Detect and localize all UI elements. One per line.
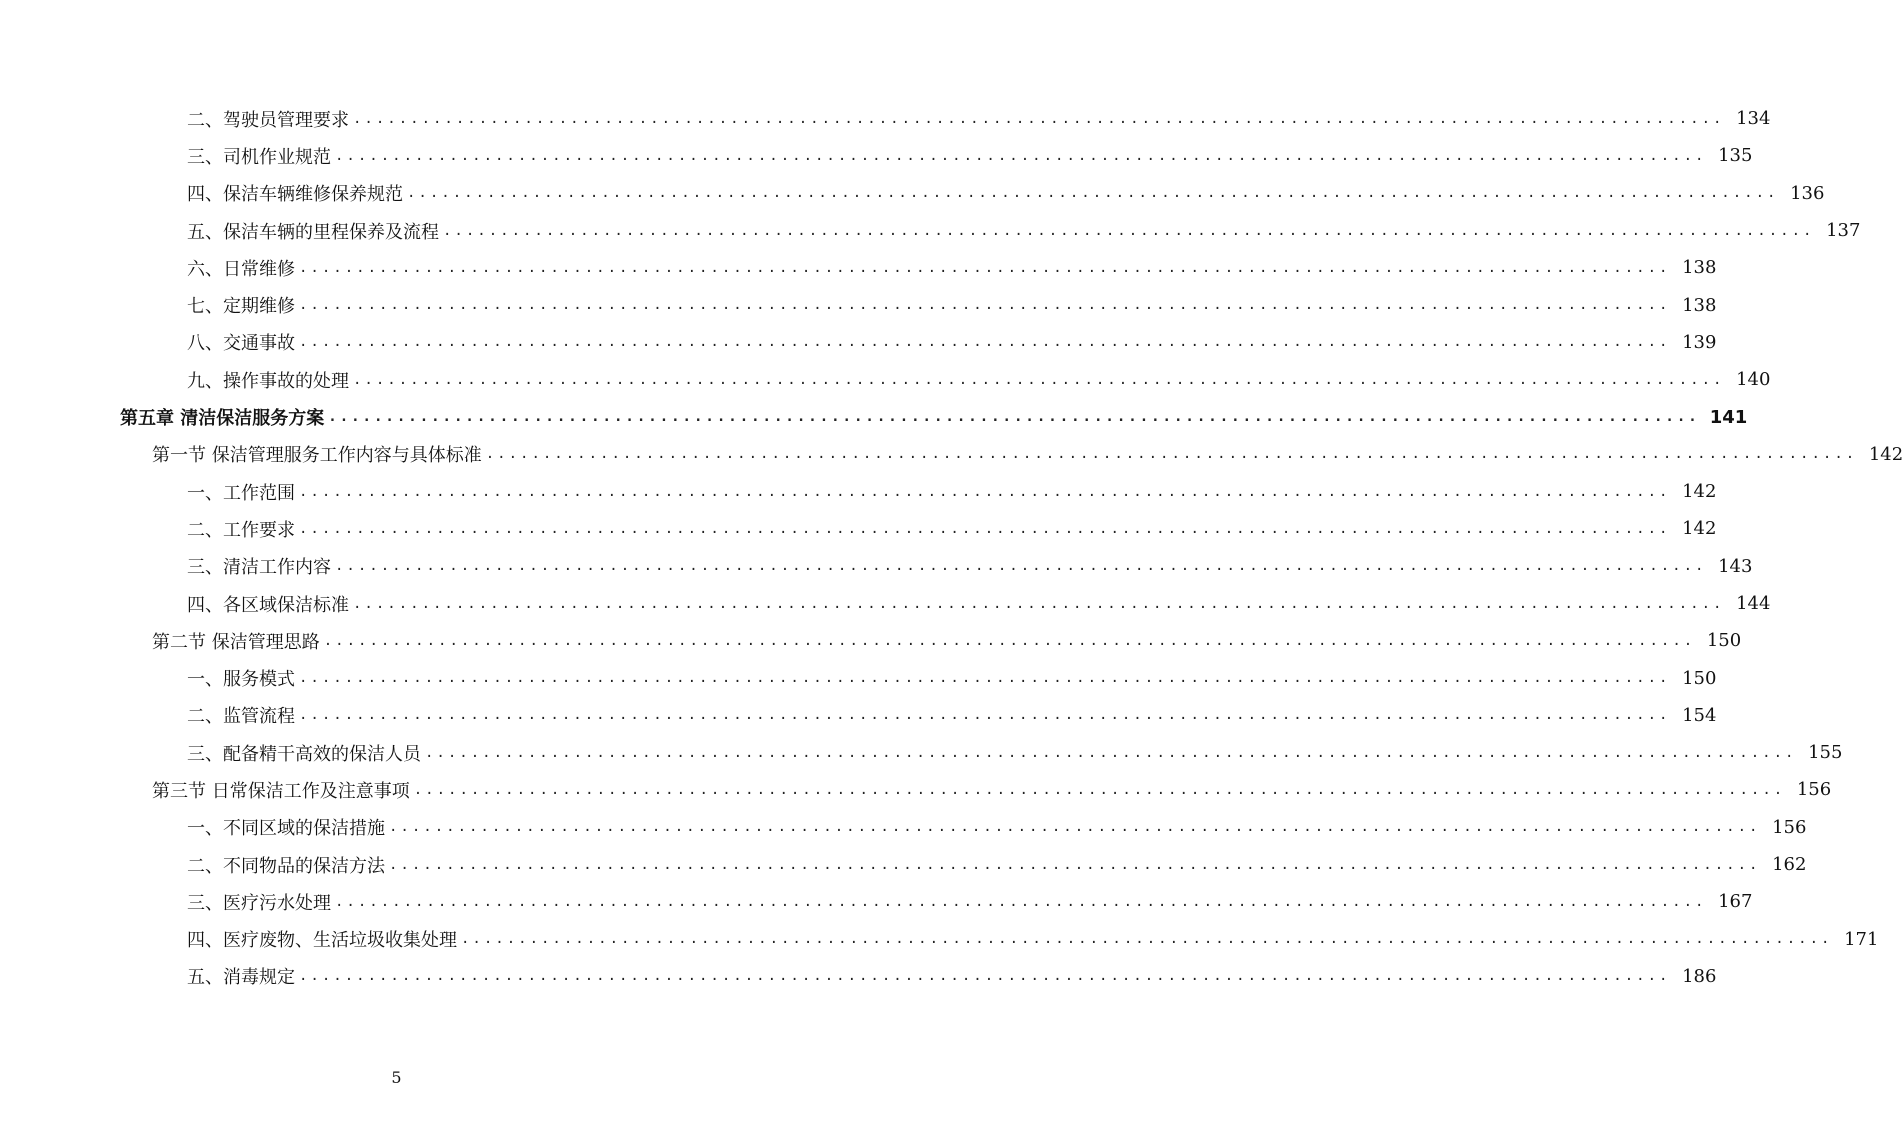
toc-entry-section[interactable]: [0, 436, 1903, 473]
dot-leader: ........................................................................................................................: [299, 968, 1671, 985]
dot-leader: ........................................................................................................................: [299, 334, 1671, 351]
toc-entry-title: 七、定期维修: [187, 296, 295, 318]
toc-entry-page-number: 136: [1790, 182, 1825, 204]
toc-entry-page-number: 162: [1772, 854, 1807, 876]
toc-entry-page-number: 140: [1736, 369, 1771, 391]
toc-entry-item[interactable]: [0, 286, 1717, 323]
toc-entry-item[interactable]: [0, 697, 1717, 734]
toc-entry-item[interactable]: [0, 324, 1717, 361]
dot-leader: ........................................................................................................................: [443, 222, 1815, 239]
toc-entry-title: 八、交通事故: [187, 333, 295, 355]
toc-entry-title: 三、配备精干高效的保洁人员: [187, 743, 421, 765]
toc-entry-section[interactable]: [0, 771, 1832, 808]
toc-entry-title: 第五章 清洁保洁服务方案: [120, 408, 325, 430]
dot-leader: ........................................................................................................................: [425, 744, 1797, 761]
toc-entry-page-number: 144: [1736, 593, 1771, 614]
toc-entry-page-number: 138: [1682, 294, 1717, 316]
dot-leader: ........................................................................................................................: [299, 520, 1671, 537]
toc-entry-page-number: 142: [1682, 518, 1717, 540]
toc-entry-item[interactable]: [0, 212, 1861, 249]
table-of-contents: [0, 100, 1903, 995]
toc-entry-item[interactable]: [0, 659, 1717, 696]
toc-entry-title: 五、保洁车辆的里程保养及流程: [187, 221, 439, 243]
toc-entry-item[interactable]: [0, 175, 1825, 212]
toc-entry-title: 三、医疗污水处理: [187, 892, 331, 914]
dot-leader: ........................................................................................................................: [335, 893, 1707, 910]
toc-entry-title: 二、监管流程: [187, 706, 295, 728]
toc-entry-item[interactable]: [0, 361, 1771, 398]
dot-leader: ........................................................................................................................: [353, 110, 1725, 127]
toc-entry-item[interactable]: [0, 510, 1717, 547]
page-number: 5: [391, 1068, 402, 1087]
toc-entry-page-number: 156: [1796, 779, 1832, 801]
toc-entry-title: 一、不同区域的保洁措施: [187, 818, 385, 840]
toc-entry-page-number: 137: [1826, 220, 1861, 242]
dot-leader: ........................................................................................................................: [323, 632, 1696, 649]
dot-leader: ........................................................................................................................: [299, 297, 1671, 314]
toc-entry-section[interactable]: [0, 622, 1742, 659]
toc-entry-title: 四、保洁车辆维修保养规范: [187, 184, 403, 206]
toc-entry-page-number: 171: [1844, 928, 1879, 950]
toc-entry-page-number: 141: [1709, 406, 1748, 428]
toc-entry-page-number: 150: [1706, 630, 1742, 652]
toc-entry-item[interactable]: [0, 548, 1753, 585]
dot-leader: ........................................................................................................................: [353, 371, 1725, 388]
toc-entry-title: 第三节 日常保洁工作及注意事项: [152, 780, 410, 802]
toc-entry-page-number: 167: [1718, 891, 1753, 913]
toc-entry-chapter[interactable]: [0, 398, 1748, 435]
toc-entry-title: 二、不同物品的保洁方法: [187, 855, 385, 877]
toc-entry-item[interactable]: [0, 809, 1807, 846]
toc-entry-page-number: 155: [1808, 742, 1843, 764]
toc-entry-page-number: 143: [1718, 555, 1753, 577]
toc-entry-title: 九、操作事故的处理: [187, 370, 349, 392]
dot-leader: ........................................................................................................................: [407, 185, 1779, 202]
toc-entry-title: 三、清洁工作内容: [187, 557, 331, 579]
toc-entry-page-number: 150: [1682, 667, 1717, 689]
toc-entry-page-number: 134: [1736, 108, 1771, 130]
dot-leader: ........................................................................................................................: [413, 781, 1786, 798]
dot-leader: ........................................................................................................................: [353, 595, 1725, 612]
dot-leader: ........................................................................................................................: [335, 147, 1707, 164]
dot-leader: ........................................................................................................................: [299, 483, 1671, 500]
toc-entry-title: 三、司机作业规范: [187, 146, 331, 168]
toc-entry-title: 二、工作要求: [187, 519, 295, 541]
toc-entry-page-number: 186: [1682, 965, 1717, 987]
dot-leader: ........................................................................................................................: [485, 446, 1858, 463]
toc-entry-item[interactable]: [0, 473, 1717, 510]
toc-entry-page-number: 142: [1868, 443, 1903, 465]
toc-entry-title: 二、驾驶员管理要求: [187, 109, 349, 131]
dot-leader: ........................................................................................................................: [389, 856, 1761, 873]
toc-entry-title: 五、消毒规定: [187, 967, 295, 989]
toc-entry-item[interactable]: [0, 137, 1753, 174]
dot-leader: ........................................................................................................................: [389, 819, 1761, 836]
toc-entry-item[interactable]: [0, 249, 1717, 286]
toc-entry-item[interactable]: [0, 734, 1843, 771]
toc-entry-title: 四、医疗废物、生活垃圾收集处理: [187, 930, 457, 952]
toc-entry-item[interactable]: [0, 846, 1807, 883]
toc-entry-title: 四、各区域保洁标准: [187, 594, 349, 616]
toc-entry-title: 一、工作范围: [187, 482, 295, 504]
toc-entry-title: 第二节 保洁管理思路: [152, 631, 320, 653]
toc-entry-page-number: 156: [1772, 816, 1807, 838]
toc-entry-item[interactable]: [0, 585, 1771, 622]
dot-leader: ........................................................................................................................: [299, 259, 1671, 276]
toc-entry-page-number: 139: [1682, 331, 1717, 353]
dot-leader: ........................................................................................................................: [328, 409, 1700, 426]
toc-entry-title: 第一节 保洁管理服务工作内容与具体标准: [152, 445, 482, 467]
dot-leader: ........................................................................................................................: [461, 931, 1833, 948]
toc-entry-item[interactable]: [0, 100, 1771, 137]
toc-entry-page-number: 142: [1682, 481, 1717, 503]
toc-entry-page-number: 154: [1682, 704, 1717, 726]
toc-entry-title: 六、日常维修: [187, 258, 295, 280]
dot-leader: ........................................................................................................................: [299, 707, 1671, 724]
toc-entry-item[interactable]: [0, 958, 1717, 995]
dot-leader: ........................................................................................................................: [299, 670, 1671, 687]
toc-entry-page-number: 135: [1718, 145, 1753, 167]
toc-entry-item[interactable]: [0, 883, 1753, 920]
toc-entry-item[interactable]: [0, 921, 1879, 958]
dot-leader: ........................................................................................................................: [335, 558, 1707, 575]
toc-entry-title: 一、服务模式: [187, 669, 295, 691]
toc-entry-page-number: 138: [1682, 257, 1717, 279]
